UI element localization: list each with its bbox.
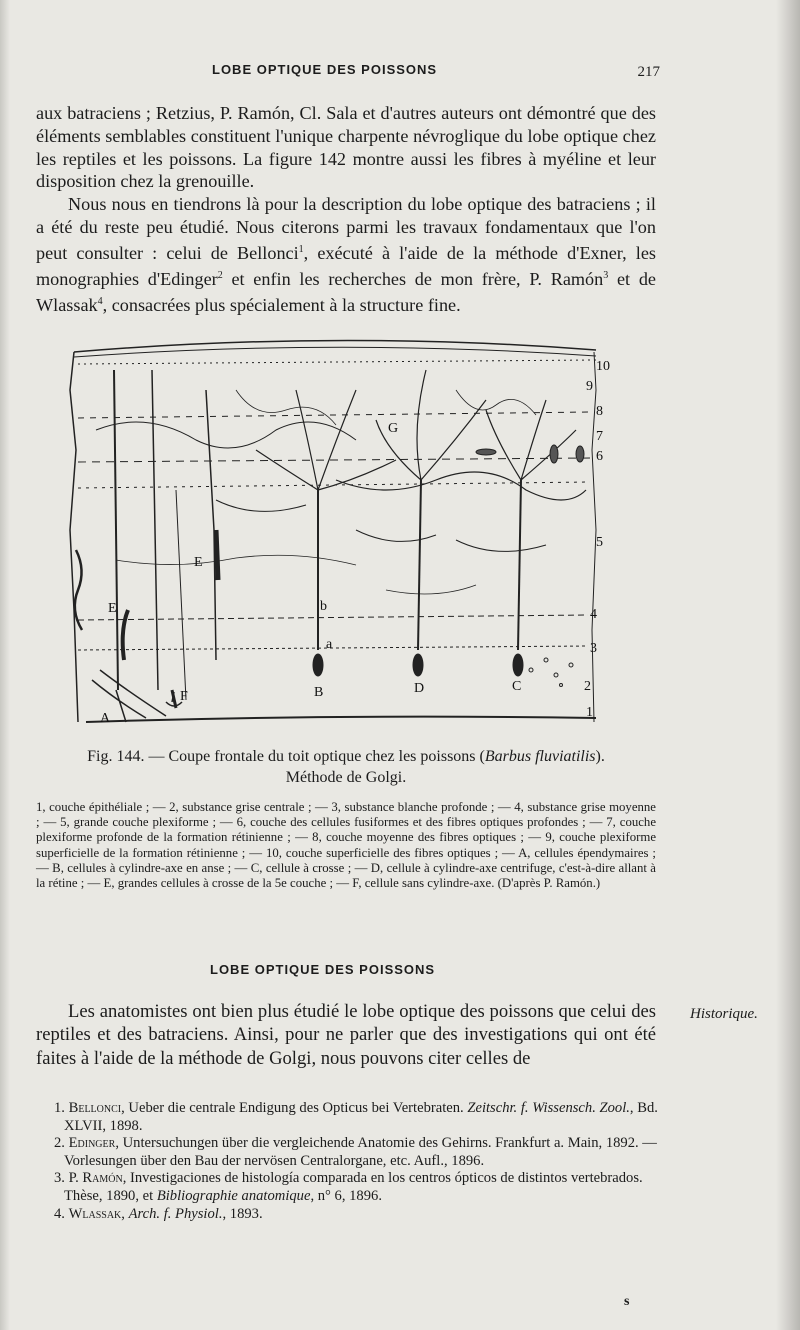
figure-label: D	[414, 681, 425, 696]
caption-line: Méthode de Golgi.	[285, 769, 407, 786]
figure-label: 1	[586, 705, 593, 720]
paragraph: aux batraciens ; Retzius, P. Ramón, Cl. Sala et d'autres auteurs ont démontré que des éléments semblables constituent l'unique charpente névroglique du lobe optique chez les reptiles et les poissons. La figure 142 montre aussi les fibres à myéline et leur disposition chez la grenouille.	[36, 103, 656, 192]
figure-label: 10	[596, 359, 610, 374]
figure-label: 4	[590, 607, 597, 622]
paragraph: Les anatomistes ont bien plus étudié le lobe optique des poissons que celui des reptiles et des batraciens. Ainsi, pour ne parler que des investigations qui ont été faites à l'aide de la méthode de Golgi, nous pouvons citer celles de	[36, 1001, 656, 1069]
footnote: 3. P. Ramón, Investigaciones de histología comparada en los centros ópticos de distintos vertebrados. Thèse, 1890, et Bibliographie anatomique, n° 6, 1896.	[54, 1170, 643, 1204]
footnote-ref: 3	[603, 269, 609, 281]
golgi-section-illustration	[56, 330, 626, 730]
footnotes	[36, 1100, 660, 1223]
figure-label: 7	[596, 429, 603, 444]
figure-label: F	[180, 689, 188, 704]
figure-label: 9	[586, 379, 593, 394]
footnote-ref: 2	[217, 269, 223, 281]
footnote-ref: 4	[97, 295, 103, 307]
figure-label: 8	[596, 404, 603, 419]
figure-label: C	[512, 679, 522, 694]
footnote: 4. Wlassak, Arch. f. Physiol., 1893.	[54, 1205, 263, 1222]
figure-label: B	[314, 685, 324, 700]
figure-label: G	[388, 421, 399, 436]
body-text-section	[36, 1000, 656, 1070]
paragraph: Nous nous en tiendrons là pour la description du lobe optique des batraciens ; il a été du reste peu étudié. Nous citerons parmi les travaux fondamentaux que l'on peut consulter : celui de Bellonci$^1$, exécuté à l'aide de la méthode d'Exner, les monographies d'Edinger$^2$ et enfin les recherches de mon frère, P. Ramón$^3$ et de Wlassak$^4$, consacrées plus spécialement à la structure fine.	[36, 194, 656, 315]
footnote: 2. Edinger, Untersuchungen über die vergleichende Anatomie des Gehirns. Frankfurt a. Main, 1892. — Vorlesungen über den Bau der nervösen Centralorgane, etc. Aufl., 1896.	[54, 1135, 657, 1169]
figure-label: E	[194, 555, 203, 570]
figure-label: 3	[590, 641, 597, 656]
footnote: 1. Bellonci, Ueber die centrale Endigung des Opticus bei Vertebraten. Zeitschr. f. Wissensch. Zool., Bd. XLVII, 1898.	[54, 1100, 658, 1134]
page-edge-shadow	[776, 0, 800, 1330]
figure-label: E	[108, 601, 117, 616]
page-edge-shadow	[0, 0, 10, 1330]
footnote-ref: 1	[298, 243, 304, 255]
figure-label: a	[326, 637, 333, 652]
margin-note: Historique.	[690, 1006, 758, 1022]
body-text-top	[36, 102, 656, 316]
figure-caption	[36, 746, 656, 788]
figure-legend: 1, couche épithéliale ; — 2, substance grise centrale ; — 3, substance blanche profonde ; — 4, substance grise moyenne ; — 5, grande couche plexiforme ; — 6, couche des cellules fusiformes et des fibres optiques profondes ; — 7, couche plexiforme profonde de la formation rétinienne ; — 8, couche moyenne des fibres optiques ; — 9, couche plexiforme superficielle de la formation rétinienne ; — 10, couche superficielle des fibres optiques ; — A, cellules épendymaires ; — B, cellules à cylindre-axe en anse ; — C, cellule à crosse ; — D, cellule à cylindre-axe centrifuge, c'est-à-dire allant à la rétine ; — E, grandes cellules à crosse de la 5e couche ; — F, cellule sans cylindre-axe. (D'après P. Ramón.)	[36, 800, 656, 891]
page-header	[40, 62, 660, 86]
figure-label: b	[320, 599, 327, 614]
signature-mark: s	[624, 1294, 630, 1309]
section-title: LOBE OPTIQUE DES POISSONS	[210, 962, 436, 977]
running-title: LOBE OPTIQUE DES POISSONS	[212, 62, 438, 77]
figure-label: 6	[596, 449, 603, 464]
figure-label: 2	[584, 679, 591, 694]
figure-label: A	[100, 711, 111, 726]
page-number: 217	[637, 64, 660, 80]
caption-line: Fig. 144. — Coupe frontale du toit optique chez les poissons (Barbus fluviatilis).	[87, 748, 605, 765]
species-name: Barbus fluviatilis	[484, 748, 596, 765]
figure-label: 5	[596, 535, 603, 550]
